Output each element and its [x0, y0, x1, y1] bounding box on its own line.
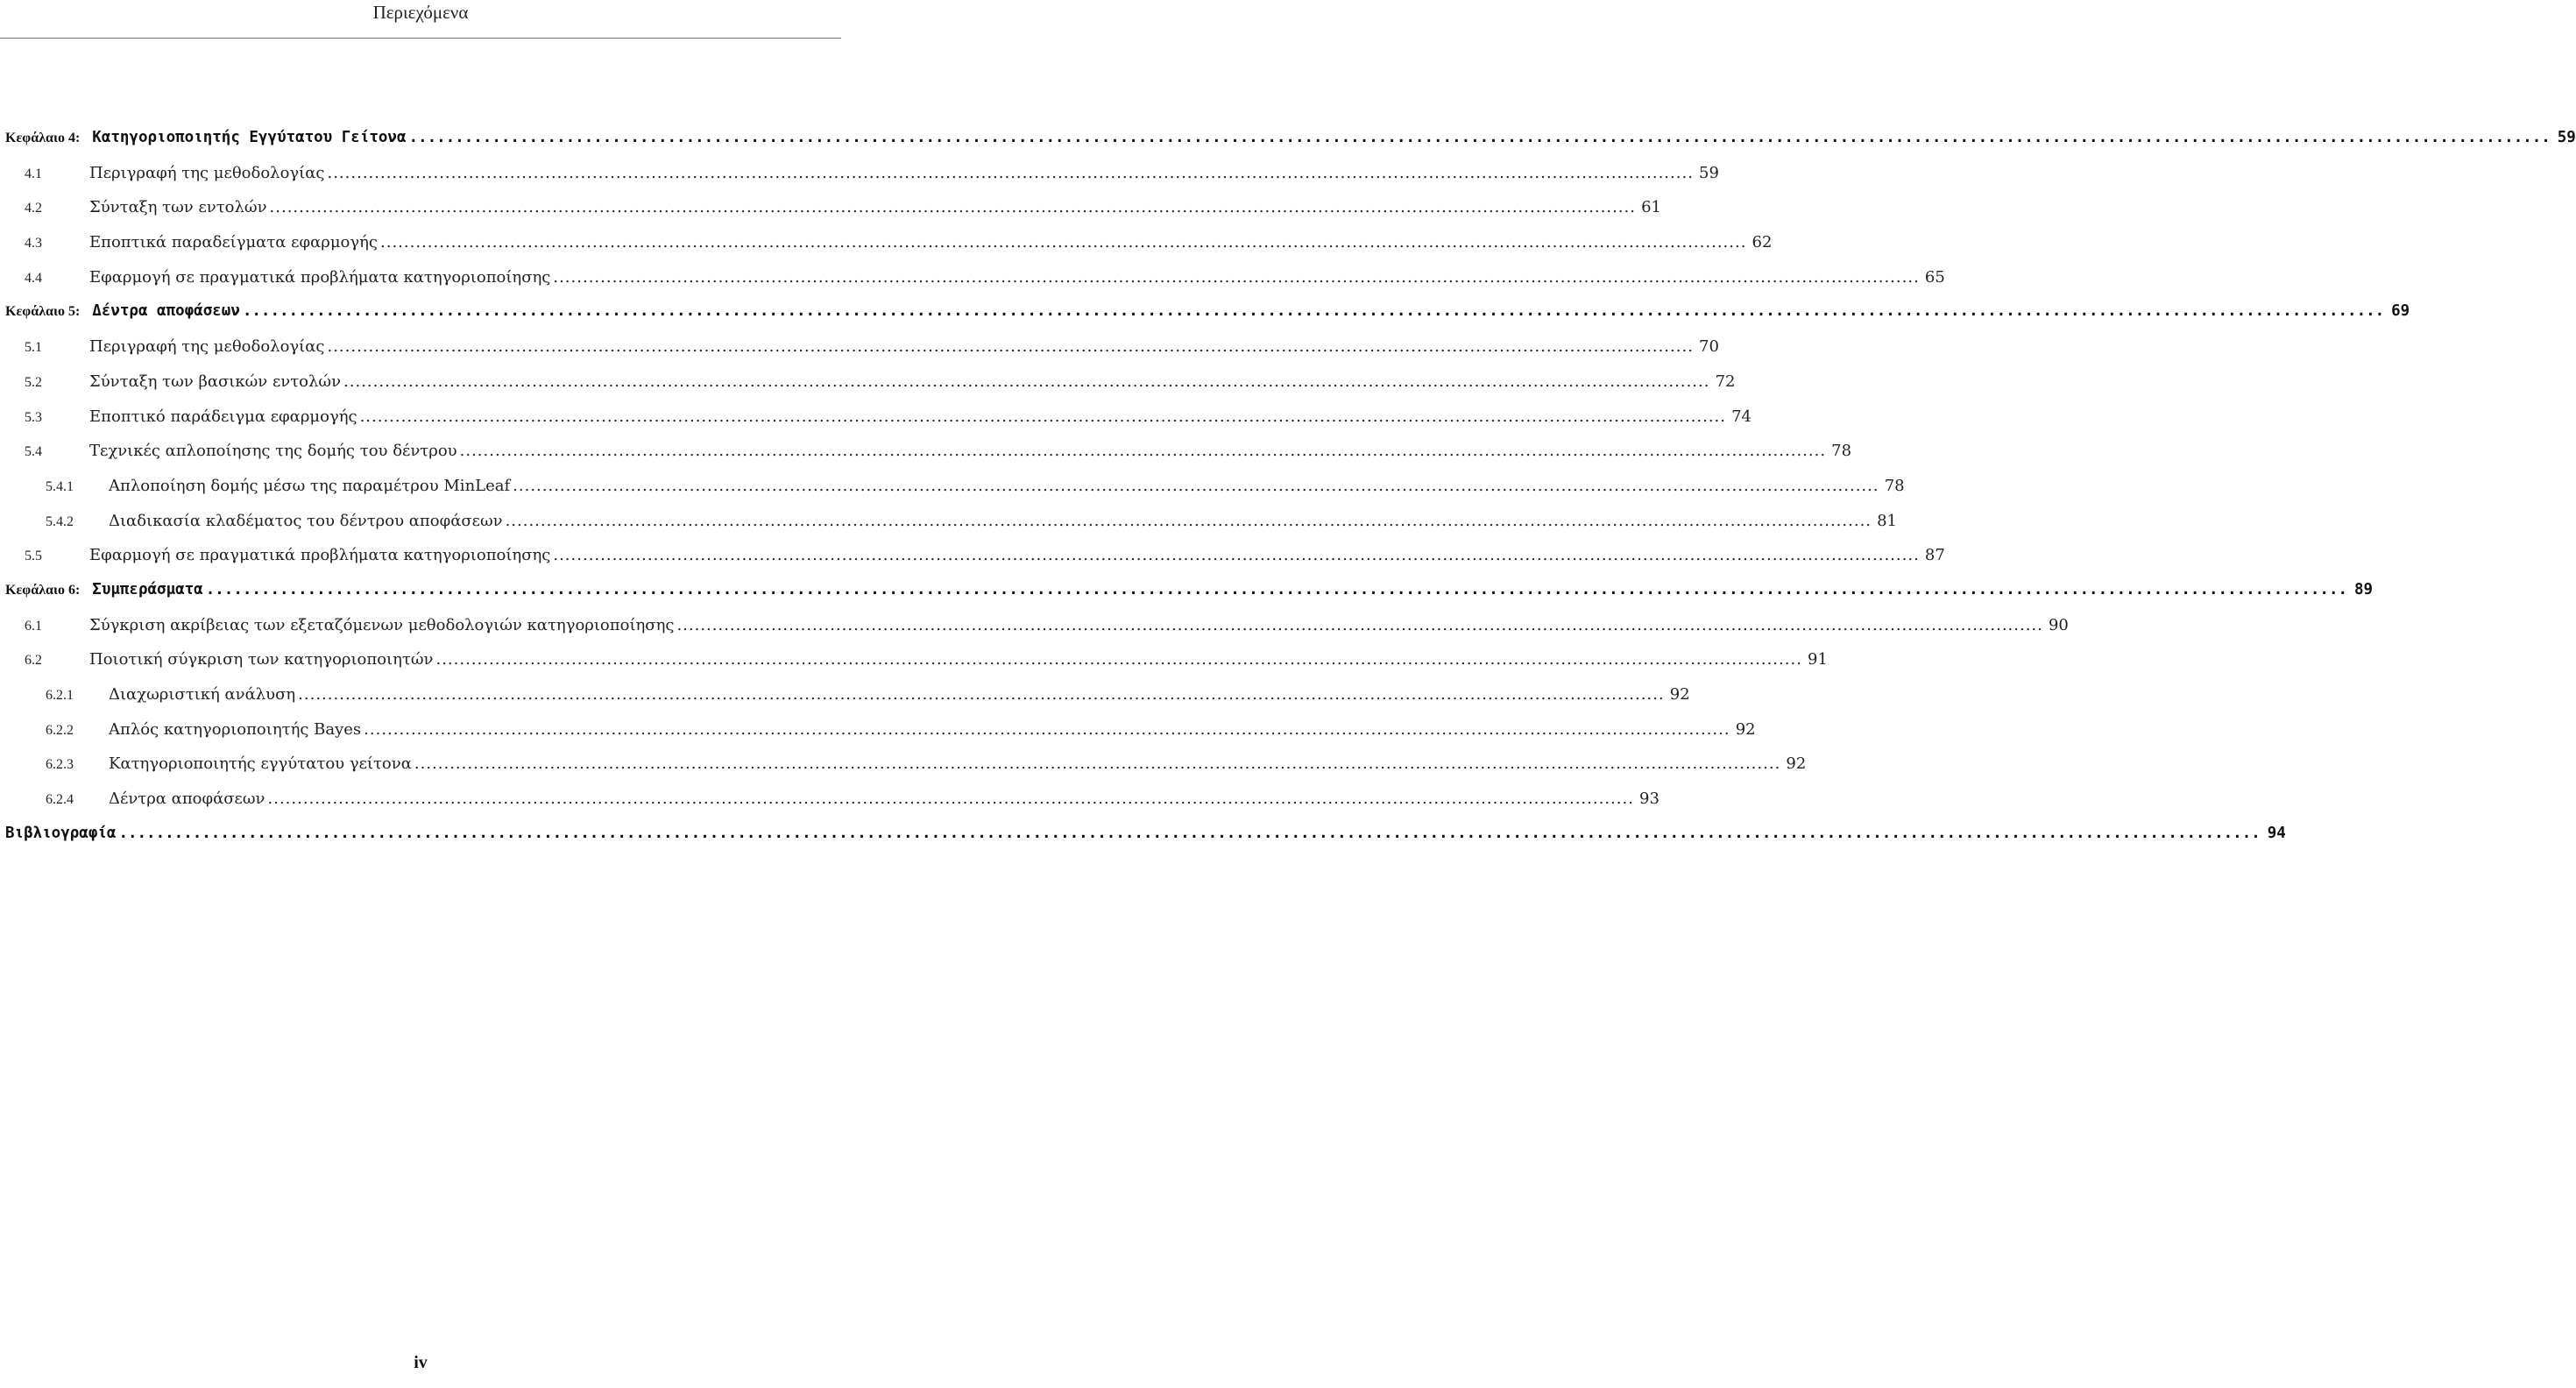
dot-leader — [327, 329, 1693, 365]
table-of-contents — [5, 121, 2576, 851]
toc-entry-page: 78 — [1884, 476, 1905, 495]
toc-entry-page: 92 — [1786, 754, 1807, 774]
toc-entry-title: Διαχωριστική ανάλυση — [109, 685, 296, 704]
toc-entry-title: Σύγκριση ακρίβειας των εξεταζόμενων μεθοδολογιών κατηγοριοποίησης — [89, 615, 675, 634]
toc-entry-4-2[interactable] — [5, 190, 1661, 225]
toc-entry-5-5[interactable] — [5, 538, 1945, 573]
toc-entry-number: 4.4 — [25, 270, 42, 286]
dot-leader — [327, 156, 1693, 191]
toc-entry-page: 65 — [1924, 267, 1945, 287]
toc-entry-title: Δέντρα αποφάσεων — [92, 302, 240, 321]
toc-entry-page: 92 — [1669, 685, 1690, 704]
toc-entry-title: Βιβλιογραφία — [5, 824, 117, 842]
toc-entry-title: Εφαρμογή σε πραγματικά προβλήματα κατηγοριοποίησης — [89, 546, 551, 565]
toc-entry-page: 78 — [1831, 442, 1852, 461]
dot-leader — [513, 469, 1879, 504]
dot-leader — [553, 538, 1919, 573]
toc-entry-title: Ποιοτική σύγκριση των κατηγοριοποιητών — [89, 650, 434, 669]
toc-entry-title: Περιγραφή της μεθοδολογίας — [89, 337, 325, 357]
toc-entry-title: Απλός κατηγοριοποιητής Bayes — [109, 719, 362, 739]
dot-leader — [460, 434, 1826, 469]
toc-entry-title: Εποπτικό παράδειγμα εφαρμογής — [89, 407, 357, 426]
dot-leader — [270, 190, 1636, 225]
toc-entry-number: 6.1 — [25, 618, 42, 634]
toc-entry-6-2-1[interactable] — [5, 677, 1690, 712]
toc-entry-page: 91 — [1808, 650, 1828, 669]
toc-entry-6-1[interactable] — [5, 608, 2069, 643]
toc-entry-6-2-3[interactable] — [5, 747, 1807, 782]
toc-entry-page: 81 — [1877, 511, 1898, 530]
toc-entry-number: 4.2 — [25, 201, 42, 216]
toc-entry-4-1[interactable] — [5, 156, 1719, 191]
toc-entry-5-4[interactable] — [5, 434, 1852, 469]
toc-entry-number: 5.4.1 — [46, 478, 74, 494]
dot-leader — [553, 260, 1919, 295]
toc-entry-page: 59 — [1699, 163, 1719, 182]
toc-entry-page: 69 — [2391, 302, 2410, 321]
toc-entry-4-4[interactable] — [5, 260, 1945, 295]
toc-entry-bibliography[interactable] — [5, 817, 2286, 852]
toc-entry-title: Σύνταξη των εντολών — [89, 198, 267, 217]
toc-entry-number: 5.5 — [25, 549, 42, 564]
toc-entry-5-2[interactable] — [5, 365, 1736, 400]
toc-entry-6-2-2[interactable] — [5, 712, 1756, 747]
toc-entry-title: Εφαρμογή σε πραγματικά προβλήματα κατηγοριοποίησης — [89, 267, 551, 287]
toc-entry-page: 87 — [1924, 546, 1945, 565]
toc-entry-page: 59 — [2557, 129, 2576, 146]
toc-entry-title: Συμπεράσματα — [92, 580, 203, 598]
toc-entry-number: 5.3 — [25, 409, 42, 425]
dot-leader — [343, 365, 1709, 400]
toc-entry-page: 93 — [1639, 790, 1660, 809]
toc-entry-title: Απλοποίηση δομής μέσω της παραμέτρου MinLeaf — [109, 476, 511, 495]
toc-entry-page: 90 — [2048, 615, 2069, 634]
dot-leader — [243, 294, 2384, 329]
toc-entry-number: 5.4.2 — [46, 513, 74, 529]
toc-entry-page: 89 — [2353, 580, 2374, 598]
toc-entry-number: 6.2.4 — [46, 792, 74, 808]
dot-leader — [414, 747, 1780, 782]
toc-entry-number: 5.4 — [25, 444, 42, 460]
toc-entry-number: 6.2 — [25, 653, 42, 669]
footer-page-number: iv — [414, 1353, 428, 1372]
toc-entry-number: Κεφάλαιο 4: — [5, 131, 81, 145]
toc-entry-title: Κατηγοριοποιητής Εγγύτατου Γείτονα — [92, 129, 407, 146]
toc-entry-number: 6.2.2 — [46, 722, 74, 738]
toc-entry-number: 5.1 — [25, 340, 42, 356]
header-rule — [0, 38, 841, 39]
toc-entry-chapter-4[interactable] — [5, 121, 2576, 156]
page-header — [0, 0, 841, 39]
toc-entry-page: 94 — [2267, 824, 2286, 842]
toc-entry-title: Περιγραφή της μεθοδολογίας — [89, 163, 325, 182]
toc-entry-page: 92 — [1735, 719, 1756, 739]
toc-entry-page: 74 — [1731, 407, 1752, 426]
toc-entry-chapter-6[interactable] — [5, 573, 2374, 608]
toc-entry-number: Κεφάλαιο 6: — [5, 582, 81, 598]
dot-leader — [360, 400, 1726, 435]
toc-entry-title: Σύνταξη των βασικών εντολών — [89, 372, 342, 391]
dot-leader — [409, 121, 2551, 156]
toc-entry-number: 4.1 — [25, 166, 42, 181]
dot-leader — [506, 504, 1872, 539]
toc-entry-5-4-1[interactable] — [5, 469, 1905, 504]
toc-entry-page: 70 — [1699, 337, 1719, 357]
toc-entry-title: Τεχνικές απλοποίησης της δομής του δέντρου — [89, 442, 457, 461]
toc-entry-title: Εποπτικά παραδείγματα εφαρμογής — [89, 233, 378, 252]
toc-entry-4-3[interactable] — [5, 225, 1773, 260]
dot-leader — [676, 608, 2042, 643]
toc-entry-number: 5.2 — [25, 374, 42, 390]
dot-leader — [298, 677, 1664, 712]
dot-leader — [364, 712, 1730, 747]
toc-entry-number: 4.3 — [25, 236, 42, 251]
toc-entry-title: Κατηγοριοποιητής εγγύτατου γείτονα — [109, 754, 412, 774]
toc-entry-page: 72 — [1715, 372, 1736, 391]
toc-entry-chapter-5[interactable] — [5, 294, 2410, 329]
toc-entry-page: 61 — [1641, 198, 1661, 217]
dot-leader — [118, 817, 2260, 852]
dot-leader — [380, 225, 1746, 260]
dot-leader — [435, 642, 1801, 677]
toc-entry-title: Διαδικασία κλαδέματος του δέντρου αποφάσεων — [109, 511, 503, 530]
dot-leader — [268, 782, 1634, 817]
toc-entry-number: Κεφάλαιο 5: — [5, 304, 81, 320]
toc-entry-number: 6.2.1 — [46, 688, 74, 703]
toc-entry-6-2-4[interactable] — [5, 782, 1660, 817]
dot-leader — [206, 573, 2347, 608]
toc-entry-5-3[interactable] — [5, 400, 1752, 435]
toc-entry-5-4-2[interactable] — [5, 504, 1898, 539]
toc-entry-page: 62 — [1752, 233, 1773, 252]
toc-entry-title: Δέντρα αποφάσεων — [109, 790, 265, 809]
toc-entry-number: 6.2.3 — [46, 757, 74, 773]
toc-entry-5-1[interactable] — [5, 329, 1719, 365]
page-title: Περιεχόμενα — [372, 2, 469, 23]
toc-entry-6-2[interactable] — [5, 642, 1828, 677]
